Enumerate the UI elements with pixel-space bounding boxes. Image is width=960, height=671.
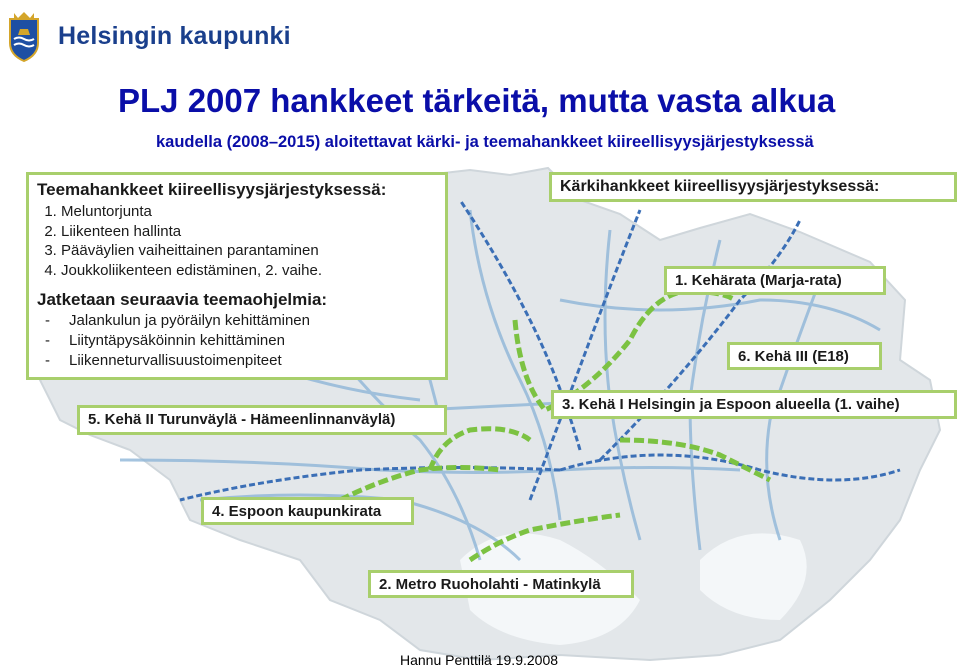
- project-label-espoon-kaupunkirata: 4. Espoon kaupunkirata: [201, 497, 414, 525]
- list-item: - Liikenneturvallisuustoimenpiteet: [37, 351, 437, 371]
- slide-title: PLJ 2007 hankkeet tärkeitä, mutta vasta alkua: [118, 82, 836, 119]
- theme-projects-heading: Teemahankkeet kiireellisyysjärjestyksessä:: [37, 180, 387, 199]
- footer-author-date: Hannu Penttilä 19.9.2008: [400, 652, 559, 668]
- continue-programs-heading: Jatketaan seuraavia teemaohjelmia:: [37, 290, 328, 309]
- project-label-metro: 2. Metro Ruoholahti - Matinkylä: [368, 570, 634, 598]
- project-label-kehä-iii: 6. Kehä III (E18): [727, 342, 882, 370]
- header-logo: [4, 4, 291, 68]
- continue-programs-list: [37, 311, 437, 371]
- brand-name: Helsingin kaupunki: [58, 21, 291, 50]
- project-label-kehä-i: 3. Kehä I Helsingin ja Espoon alueella (1. vaihe): [551, 390, 957, 419]
- list-item: 1. Meluntorjunta: [61, 202, 437, 222]
- list-item: - Liityntäpysäköinnin kehittäminen: [37, 331, 437, 351]
- theme-projects-list: [37, 202, 437, 280]
- helsinki-crest-icon: [4, 9, 44, 63]
- spearhead-projects-heading: Kärkihankkeet kiireellisyysjärjestyksessä:: [549, 172, 957, 202]
- list-item: - Jalankulun ja pyöräilyn kehittäminen: [37, 311, 437, 331]
- project-label-kehärata: 1. Kehärata (Marja-rata): [664, 266, 886, 295]
- list-item: 4. Joukkoliikenteen edistäminen, 2. vaihe.: [61, 261, 437, 281]
- slide-subtitle: kaudella (2008–2015) aloitettavat kärki- ja teemahankkeet kiireellisyysjärjestyksessä: [156, 133, 814, 151]
- theme-projects-panel: [26, 172, 448, 380]
- list-item: 3. Pääväylien vaiheittainen parantaminen: [61, 241, 437, 261]
- list-item: 2. Liikenteen hallinta: [61, 222, 437, 242]
- project-label-kehä-ii: 5. Kehä II Turunväylä - Hämeenlinnanväylä): [77, 405, 447, 435]
